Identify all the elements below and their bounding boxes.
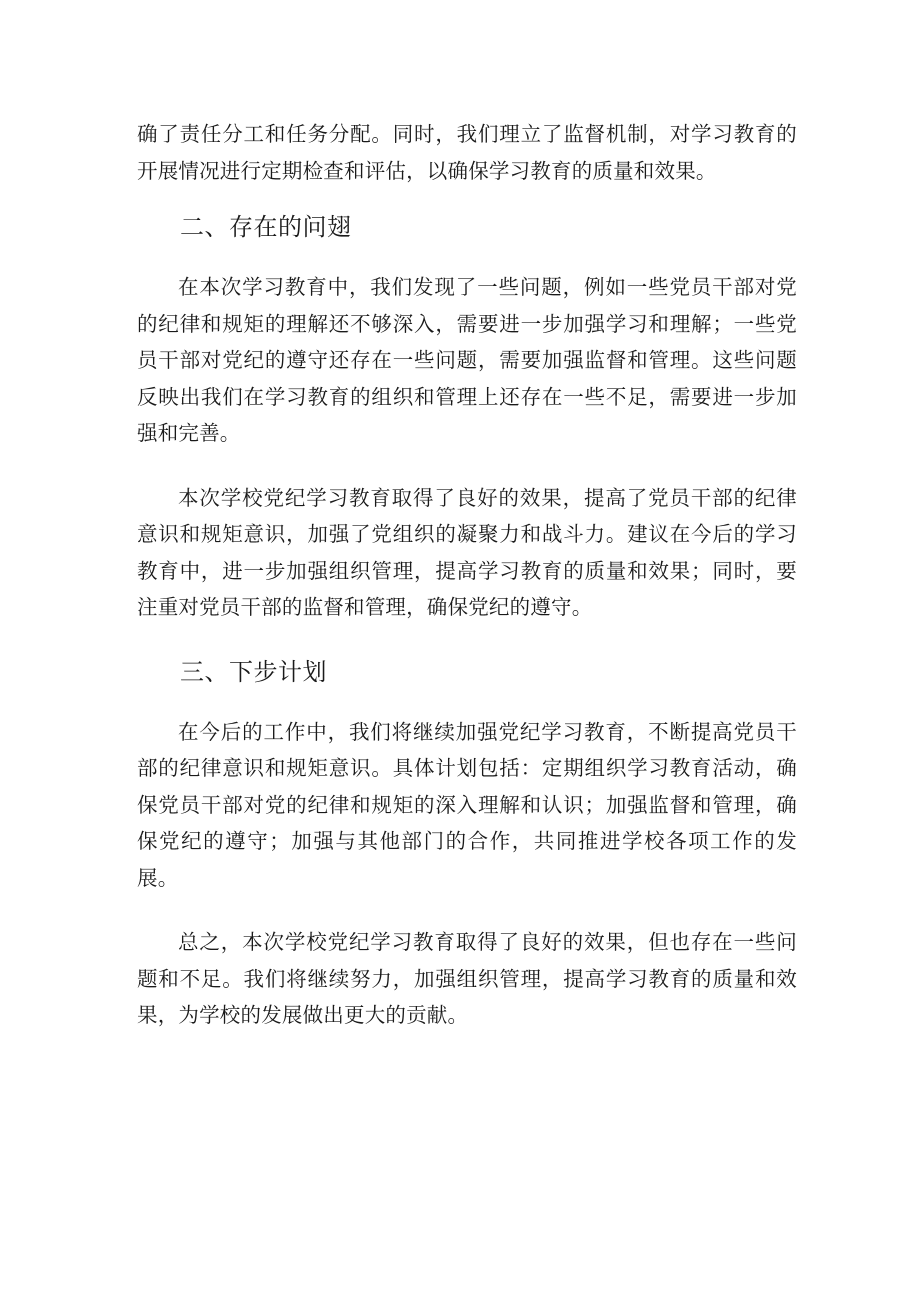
section-heading-next-plan: 三、下步计划	[180, 657, 327, 686]
intro-paragraph: 确了责任分工和任务分配。同时，我们理立了监督机制，对学习教育的开展情况进行定期检查和评估，以确保学习教育的质量和效果。	[137, 122, 797, 183]
document-body	[137, 116, 797, 1062]
paragraph-future-plan: 在今后的工作中，我们将继续加强党纪学习教育，不断提高党员干部的纪律意识和规矩意识。具体计划包括：定期组织学习教育活动，确保党员干部对党的纪律和规矩的深入理解和认识；加强监督和管理，确保党纪的遵守；加强与其他部门的合作，共同推进学校各项工作的发展。	[137, 719, 797, 890]
paragraph-effects-suggestions: 本次学校党纪学习教育取得了良好的效果，提高了党员干部的纪律意识和规矩意识，加强了党组织的凝聚力和战斗力。建议在今后的学习教育中，进一步加强组织管理，提高学习教育的质量和效果；同时，要注重对党员干部的监督和管理，确保党纪的遵守。	[137, 485, 797, 619]
section-heading-problems: 二、存在的问翅	[180, 213, 352, 241]
paragraph-problems-found: 在本次学习教育中，我们发现了一些问题，例如一些党员干部对党的纪律和规矩的理解还不够深入，需要进一步加强学习和理解；一些党员干部对党纪的遵守还存在一些问题，需要加强监督和管理。这些问题反映出我们在学习教育的组织和管理上还存在一些不足，需要进一步加强和完善。	[137, 275, 797, 445]
paragraph-conclusion: 总之，本次学校党纪学习教育取得了良好的效果，但也存在一些问题和不足。我们将继续努力，加强组织管理，提高学习教育的质量和效果，为学校的发展做出更大的贡献。	[137, 930, 797, 1027]
